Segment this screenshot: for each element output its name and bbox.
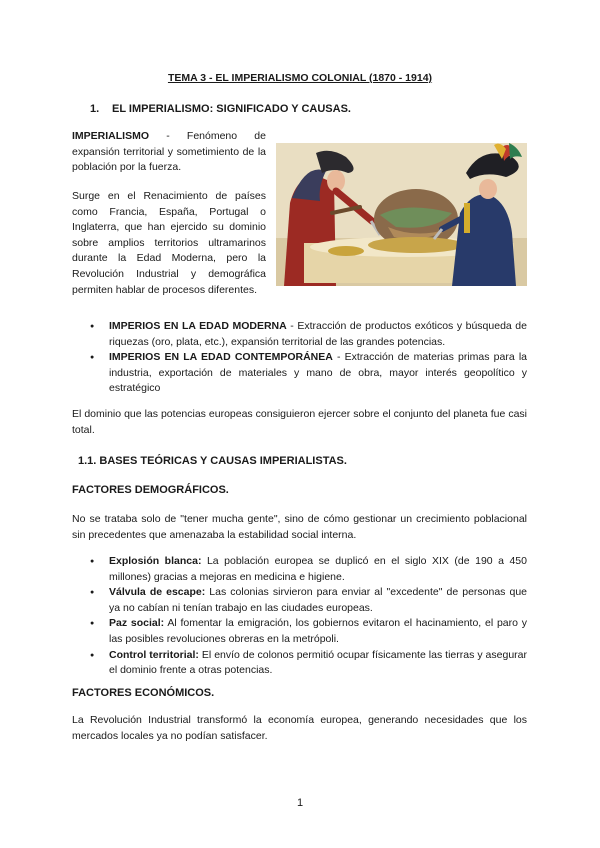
list-item-term: Explosión blanca: bbox=[109, 555, 202, 567]
demographic-heading: FACTORES DEMOGRÁFICOS. bbox=[72, 484, 229, 496]
economic-heading: FACTORES ECONÓMICOS. bbox=[72, 687, 215, 699]
list-item-term: Control territorial: bbox=[109, 648, 199, 661]
document-title: TEMA 3 - EL IMPERIALISMO COLONIAL (1870 - 1914) bbox=[167, 72, 433, 84]
list-item-term: IMPERIOS EN LA EDAD CONTEMPORÁNEA bbox=[109, 351, 333, 364]
definition-paragraph bbox=[72, 129, 266, 176]
list-item-text: Al fomentar la emigración, los gobiernos evitaron el hacinamiento, el paro y las posibles revoluciones obreras en la metrópoli. bbox=[109, 617, 527, 645]
list-item bbox=[73, 585, 527, 616]
list-item bbox=[73, 648, 527, 679]
demographic-intro: No se trataba solo de "tener mucha gente", sino de cómo gestionar un crecimiento poblacional sin precedentes que amenazaba la estabilidad social interna. bbox=[72, 513, 527, 541]
economic-intro: La Revolución Industrial transformó la economía europea, generando necesidades que los mercados locales ya no podían satisfacer. bbox=[72, 714, 527, 742]
list-item bbox=[73, 616, 527, 647]
list-item bbox=[73, 319, 527, 350]
empires-list bbox=[73, 319, 527, 397]
caricature-illustration bbox=[276, 143, 527, 286]
definition-text: - Fenómeno de expansión territorial y sometimiento de la población por la fuerza. bbox=[72, 130, 266, 174]
definition-term: IMPERIALISMO bbox=[72, 130, 150, 142]
section-heading bbox=[90, 103, 351, 115]
list-item-text: Las colonias sirvieron para enviar al "excedente" de personas que ya no cabían ni tenían trabajo en las ciudades europeas. bbox=[109, 586, 527, 614]
dominion-paragraph: El dominio que las potencias europeas consiguieron ejercer sobre el conjunto del planeta fue casi total. bbox=[72, 408, 527, 436]
demographic-factors-list bbox=[73, 554, 527, 679]
section-number: 1. bbox=[90, 103, 100, 115]
origin-paragraph: Surge en el Renacimiento de países como Francia, España, Portugal o Inglaterra, que han ejercido su dominio sobre amplios territorios ultramarinos durante la Edad Moderna, pero la Revolución Industrial y demográfica permiten hablar de procesos diferentes. bbox=[72, 190, 266, 296]
plumb-pudding-caricature bbox=[276, 143, 527, 286]
list-item-term: Válvula de escape: bbox=[109, 586, 206, 599]
section-heading-text: EL IMPERIALISMO: SIGNIFICADO Y CAUSAS. bbox=[112, 103, 351, 115]
list-item-term: IMPERIOS EN LA EDAD MODERNA bbox=[109, 320, 287, 332]
list-item-text: - Extracción de productos exóticos y búsqueda de riquezas (oro, plata, etc.), expansión territorial de las grandes potencias. bbox=[109, 320, 527, 348]
subsection-heading: 1.1. BASES TEÓRICAS Y CAUSAS IMPERIALISTAS. bbox=[78, 455, 347, 467]
list-item-text: - Extracción de materias primas para la industria, exportación de materiales y mano de obra, mayor interés geopolítico y estratégico bbox=[109, 351, 527, 395]
list-item-text: El envío de colonos permitió ocupar físicamente las tierras y asegurar el dominio frente a otras potencias. bbox=[109, 648, 527, 677]
page-number: 1 bbox=[296, 797, 304, 809]
list-item-text: La población europea se duplicó en el siglo XIX (de 190 a 450 millones) gracias a mejoras en medicina e higiene. bbox=[109, 555, 527, 583]
list-item bbox=[73, 350, 527, 397]
list-item bbox=[73, 554, 527, 585]
list-item-term: Paz social: bbox=[109, 617, 165, 630]
